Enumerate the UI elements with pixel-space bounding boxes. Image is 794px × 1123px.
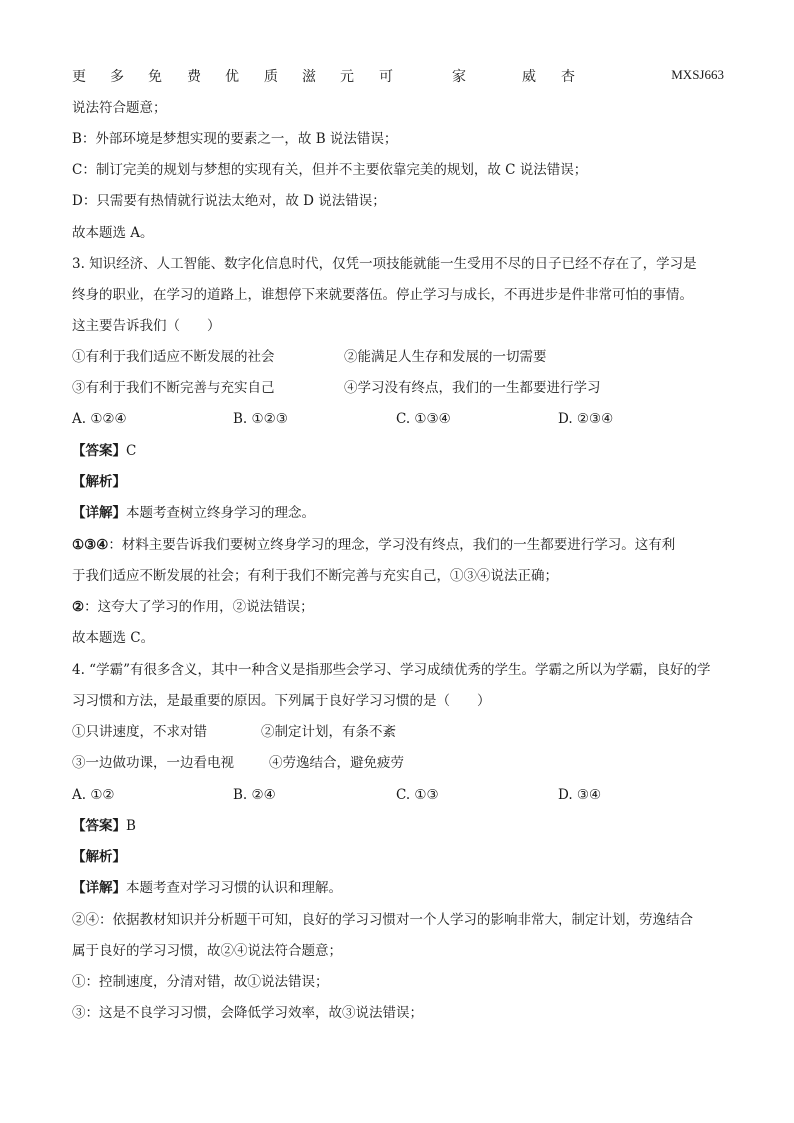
header-char: 家 bbox=[452, 69, 466, 85]
header-char: 免 bbox=[148, 69, 162, 85]
q2-line: D：只需要有热情就行说法太绝对，故 D 说法错误； bbox=[72, 193, 386, 209]
q3-option-d: D. ②③④ bbox=[558, 411, 614, 427]
answer-value: B bbox=[126, 818, 136, 834]
q3-analysis-label: 【解析】 bbox=[72, 474, 126, 490]
q4-detail bbox=[72, 878, 342, 898]
answer-label: 【答案】 bbox=[72, 443, 126, 459]
exp-bold: ①③④ bbox=[72, 537, 109, 553]
q2-line: B：外部环境是梦想实现的要素之一，故 B 说法错误； bbox=[72, 131, 398, 147]
q4-item: ①只讲速度，不求对错 bbox=[72, 724, 207, 740]
detail-text: 本题考查树立终身学习的理念。 bbox=[126, 505, 315, 521]
answer-value: C bbox=[126, 443, 137, 459]
q4-option-d: D. ③④ bbox=[558, 787, 602, 803]
q3-explanation bbox=[72, 535, 675, 555]
q3-option-b: B. ①②③ bbox=[233, 411, 288, 427]
q3-item: ③有利于我们不断完善与充实自己 bbox=[72, 380, 275, 396]
exp-text: ：这夸大了学习的作用，②说法错误； bbox=[84, 599, 314, 615]
detail-text: 本题考查对学习习惯的认识和理解。 bbox=[126, 880, 342, 896]
q4-option-a: A. ①② bbox=[72, 787, 115, 803]
q4-item: ③一边做功课，一边看电视 bbox=[72, 755, 234, 771]
header-code: MXSJ663 bbox=[671, 67, 724, 82]
q3-option-a: A. ①②④ bbox=[72, 411, 127, 427]
q2-conclusion: 故本题选 A。 bbox=[72, 225, 154, 241]
q4-explanation: ③：这是不良学习习惯，会降低学习效率，故③说法错误； bbox=[72, 1005, 423, 1021]
q3-item: ②能满足人生存和发展的一切需要 bbox=[344, 349, 547, 365]
q3-stem: 3. 知识经济、人工智能、数字化信息时代，仅凭一项技能就能一生受用不尽的日子已经不存在了，学习是 bbox=[72, 256, 697, 272]
q3-item: ①有利于我们适应不断发展的社会 bbox=[72, 349, 275, 365]
q3-item: ④学习没有终点，我们的一生都要进行学习 bbox=[344, 380, 601, 396]
header-char: 更 bbox=[72, 69, 86, 85]
q3-option-c: C. ①③④ bbox=[396, 411, 451, 427]
detail-label: 【详解】 bbox=[72, 505, 126, 521]
header-char: 费 bbox=[187, 69, 201, 85]
q4-explanation: ①：控制速度，分清对错，故①说法错误； bbox=[72, 974, 329, 990]
detail-label: 【详解】 bbox=[72, 880, 126, 896]
answer-label: 【答案】 bbox=[72, 818, 126, 834]
q3-stem: 这主要告诉我们（ ） bbox=[72, 318, 221, 334]
q3-answer bbox=[72, 441, 136, 461]
q3-conclusion: 故本题选 C。 bbox=[72, 630, 155, 646]
q3-stem: 终身的职业，在学习的道路上，谁想停下来就要落伍。停止学习与成长，不再进步是件非常可怕的事情。 bbox=[72, 287, 693, 303]
q2-line: C：制订完美的规划与梦想的实现有关，但并不主要依靠完美的规划，故 C 说法错误； bbox=[72, 162, 588, 178]
header-char: 优 bbox=[225, 69, 239, 85]
q4-item: ④劳逸结合，避免疲劳 bbox=[269, 755, 404, 771]
q3-explanation: 于我们适应不断发展的社会；有利于我们不断完善与充实自己，①③④说法正确； bbox=[72, 568, 558, 584]
q4-answer bbox=[72, 816, 136, 836]
q4-explanation: 属于良好的学习习惯，故②④说法符合题意； bbox=[72, 943, 342, 959]
q4-item: ②制定计划，有条不紊 bbox=[261, 724, 396, 740]
header-char: 质 bbox=[264, 69, 278, 85]
q4-stem: 4. “学霸”有很多含义，其中一种含义是指那些会学习、学习成绩优秀的学生。学霸之所以为学霸，良好的学 bbox=[72, 662, 711, 678]
exp-bold: ② bbox=[72, 599, 85, 615]
exp-text: ：材料主要告诉我们要树立终身学习的理念，学习没有终点，我们的一生都要进行学习。这有利 bbox=[108, 537, 676, 553]
header-char: 多 bbox=[110, 69, 124, 85]
q3-explanation bbox=[72, 597, 314, 617]
q4-option-b: B. ②④ bbox=[233, 787, 276, 803]
header-char: 可 bbox=[379, 69, 393, 85]
header-char: 滋 bbox=[302, 69, 316, 85]
q4-stem: 习习惯和方法，是最重要的原因。下列属于良好学习习惯的是（ ） bbox=[72, 693, 491, 709]
page-header bbox=[72, 66, 724, 86]
q3-detail bbox=[72, 503, 315, 523]
header-char: 杏 bbox=[561, 69, 575, 85]
q2-line: 说法符合题意； bbox=[72, 100, 167, 116]
q4-option-c: C. ①③ bbox=[396, 787, 439, 803]
q4-explanation: ②④：依据教材知识并分析题干可知，良好的学习习惯对一个人学习的影响非常大，制定计划，劳逸结合 bbox=[72, 912, 693, 928]
header-char: 威 bbox=[522, 69, 536, 85]
q4-analysis-label: 【解析】 bbox=[72, 849, 126, 865]
header-char: 元 bbox=[340, 69, 354, 85]
